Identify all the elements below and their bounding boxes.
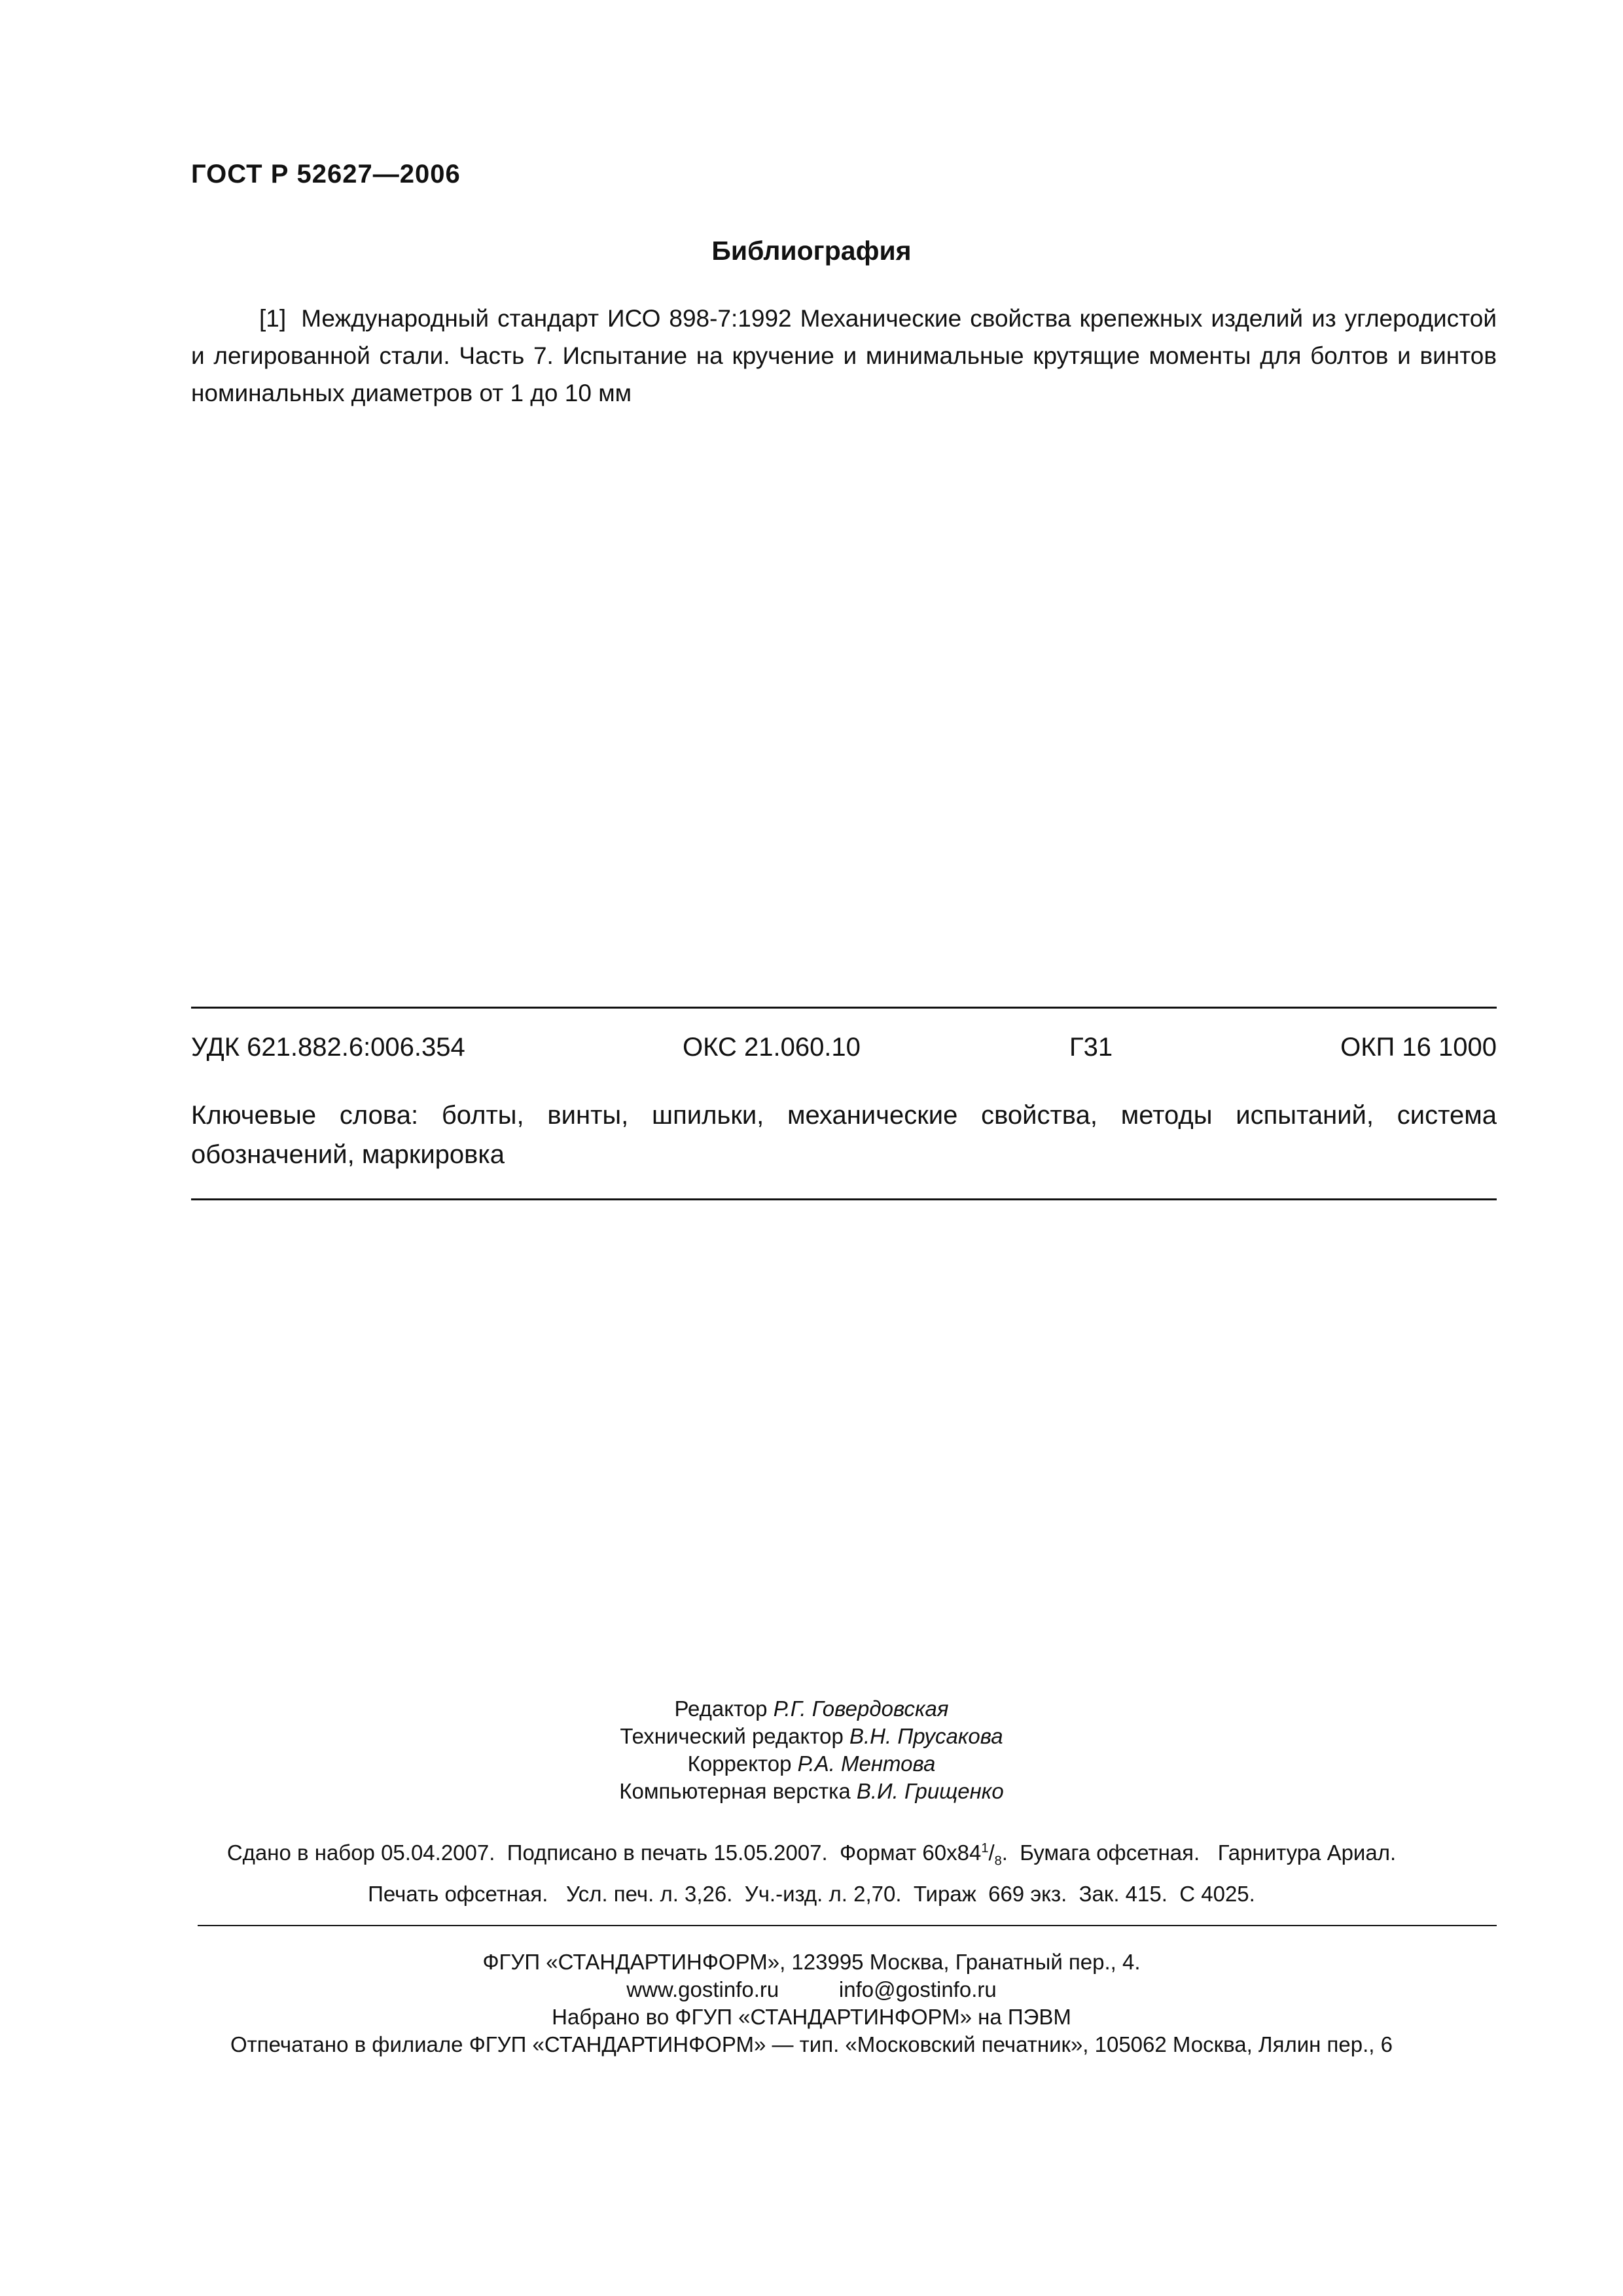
corrector-line	[0, 1750, 1623, 1778]
tech-editor-name: В.Н. Прусакова	[849, 1724, 1003, 1748]
print-info-line-1: Сдано в набор 05.04.2007. Подписано в печать 15.05.2007. Формат $60x84^1/_8$. Бумага офсетная. Гарнитура Ариал.	[226, 1840, 1397, 1869]
bibliography-title: Библиография	[711, 236, 912, 266]
printed-note: Отпечатано в филиале ФГУП «СТАНДАРТИНФОРМ» — тип. «Московский печатник», 105062 Москва, Лялин пер., 6	[230, 2032, 1393, 2056]
corrector-name: Р.А. Ментова	[797, 1751, 936, 1776]
publisher-info	[0, 1948, 1623, 2058]
editor-label: Редактор	[674, 1696, 768, 1721]
keywords: Ключевые слова: болты, винты, шпильки, механические свойства, методы испытаний, система обозначений, маркировка	[191, 1101, 1497, 1169]
format-fraction-numerator: 1	[981, 1841, 989, 1856]
bibliography-entry-text: Международный стандарт ИСО 898-7:1992 Механические свойства крепежных изделий из углеродистой и легированной стали. Часть 7. Испытание на кручение и минимальные крутящие моменты для болтов и винтов номинальных диаметров от 1 до 10 мм	[191, 305, 1497, 406]
group-code: Г31	[1069, 1033, 1113, 1062]
document-code: ГОСТ Р 52627—2006	[191, 160, 461, 188]
classification-row	[191, 1033, 1497, 1069]
publisher-contacts	[0, 1976, 1623, 2003]
okp-code: ОКП 16 1000	[1340, 1033, 1497, 1062]
divider-top	[191, 1007, 1497, 1009]
layout-line	[0, 1778, 1623, 1805]
divider-middle	[191, 1198, 1497, 1200]
publisher-website: www.gostinfo.ru	[626, 1977, 779, 2001]
editorial-staff	[0, 1695, 1623, 1805]
layout-name: В.И. Грищенко	[856, 1779, 1004, 1803]
format-fraction-denominator: 8	[994, 1854, 1002, 1869]
publisher-address: ФГУП «СТАНДАРТИНФОРМ», 123995 Москва, Гранатный пер., 4.	[482, 1950, 1141, 1974]
layout-label: Компьютерная верстка	[619, 1779, 851, 1803]
editor-name: Р.Г. Говердовская	[773, 1696, 949, 1721]
oks-code: ОКС 21.060.10	[683, 1033, 861, 1062]
bibliography-entry-number: [1]	[259, 305, 287, 332]
tech-editor-label: Технический редактор	[620, 1724, 844, 1748]
corrector-label: Корректор	[687, 1751, 792, 1776]
tech-editor-line	[0, 1723, 1623, 1750]
publisher-email: info@gostinfo.ru	[838, 1977, 997, 2001]
print-info	[0, 1833, 1623, 1910]
print-info-line-2: Печать офсетная. Усл. печ. л. 3,26. Уч.-изд. л. 2,70. Тираж 669 экз. Зак. 415. С 4025.	[368, 1881, 1255, 1906]
print-info-line-1-end: . Бумага офсетная. Гарнитура Ариал.	[1001, 1840, 1397, 1865]
editor-line	[0, 1695, 1623, 1723]
print-info-line-1-start: Сдано в набор 05.04.2007. Подписано в печать 15.05.2007. Формат 60x84	[226, 1840, 982, 1865]
bibliography-entry	[191, 300, 1497, 412]
divider-bottom	[198, 1925, 1497, 1926]
udk-code: УДК 621.882.6:006.354	[191, 1033, 465, 1062]
typeset-note: Набрано во ФГУП «СТАНДАРТИНФОРМ» на ПЭВМ	[552, 2005, 1071, 2029]
